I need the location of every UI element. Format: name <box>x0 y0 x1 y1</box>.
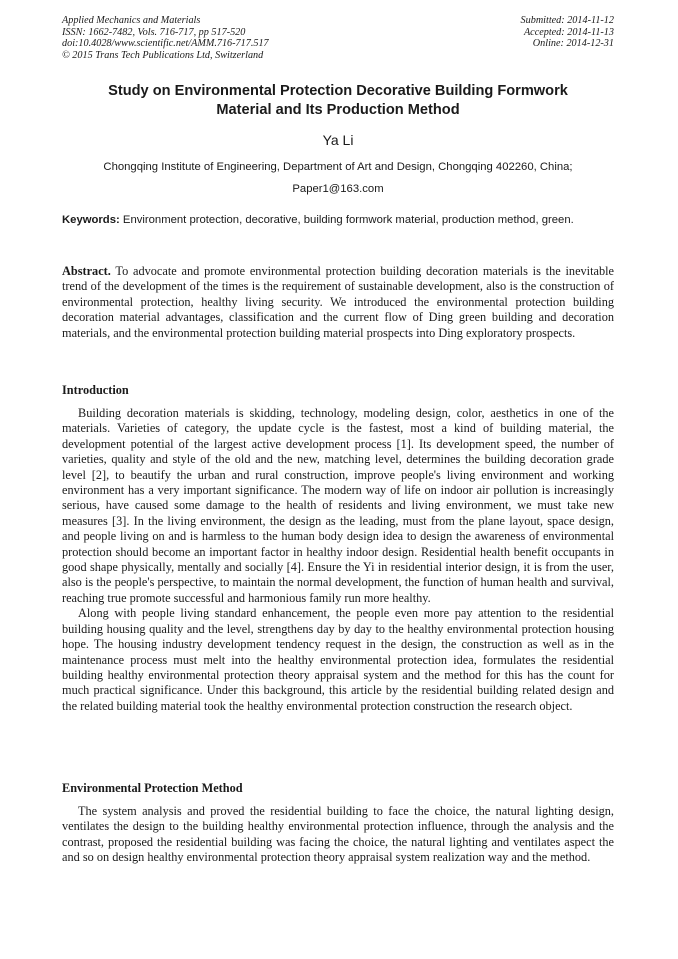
abstract-text: To advocate and promote environmental protection building decoration materials is the inevitable trend of the development of the times is the requirement of sustainable development, also is the construction of environmental protection, healthy living security. We introduced the environmental protection building decoration material advantages, classification and the current flow of Ding green building and decoration materials, and the environmental protection building material prospects into Ding exploratory prospects. <box>62 264 614 340</box>
header-left <box>62 15 402 61</box>
paper-title-line1: Study on Environmental Protection Decorative Building Formwork <box>108 83 568 99</box>
author-email: Paper1@163.com <box>292 183 384 195</box>
header-right <box>394 15 614 50</box>
keywords <box>62 213 614 228</box>
abstract <box>62 264 614 341</box>
intro-paragraph-2: Along with people living standard enhancement, the people even more pay attention to the residential building housing quality and the level, strengthens day by day to the healthy environmental protection housing hope. The housing industry development tendency request in the design, the construction as well as in the maintenance process must melt into the healthy environmental protection idea, formulates the residential building healthy environmental protection theory appraisal system and the method for this has the count for much practical significance. Under this background, this article by the residential building related design and the related building material took the healthy environmental protection construction the research object. <box>62 606 614 713</box>
journal-copyright: © 2015 Trans Tech Publications Ltd, Switzerland <box>62 49 264 61</box>
method-paragraph-1: The system analysis and proved the residential building to face the choice, the natural lighting design, ventilates the design to the building healthy environmental protection influence, through the analysis and the contrast, proposed the residential building was facing the choice, the natural lighting and ventilates aspect the and so on design healthy environmental protection theory appraisal system realization way and the method. <box>62 804 614 865</box>
introduction-body <box>62 406 614 714</box>
abstract-label: Abstract. <box>62 264 111 278</box>
journal-name: Applied Mechanics and Materials <box>62 15 201 26</box>
paper-title <box>62 82 614 120</box>
paper-author: Ya Li <box>322 132 354 148</box>
paper-title-line2: Material and Its Production Method <box>216 102 460 118</box>
section-heading-introduction: Introduction <box>62 383 129 397</box>
intro-paragraph-1: Building decoration materials is skidding, technology, modeling design, color, aesthetics in one of the materials. Varieties of category, the update cycle is the fastest, most a kind of building material, the development potential of the largest active development process [1]. Its development speed, the number of varieties, quality and style of the old and the new, matching level, determines the building decoration grade level [2], to beautify the urban and rural construction, improve people's living environment and working environment has a very important significance. The modern way of life on indoor air pollution is increasingly serious, have caused some damage to the health of residents and living environment, we must take new measures [3]. In the living environment, the design as the leading, must from the plane layout, space design, and people living on and is harmless to the human body design idea to design the awareness of environmental protection should become an important factor in healthy indoor design. Residential health benefit occupants in good shape physically, mentally and socially [4]. Ensure the Yi in residential interior design, it is from the user, also is the people's perspective, to maintain the normal development, the function of human health and survival, reaching true promote successful and harmonious family run more healthy. <box>62 406 614 605</box>
date-online: Online: 2014-12-31 <box>532 38 614 50</box>
section-heading-method: Environmental Protection Method <box>62 781 243 795</box>
date-accepted: Accepted: 2014-11-13 <box>523 26 614 38</box>
author-affiliation <box>62 156 614 200</box>
keywords-text: Environment protection, decorative, building formwork material, production method, green. <box>122 214 574 226</box>
journal-issn: ISSN: 1662-7482, Vols. 716-717, pp 517-520 <box>62 26 246 38</box>
affiliation-text: Chongqing Institute of Engineering, Department of Art and Design, Chongqing 402260, China; <box>103 161 573 173</box>
method-body <box>62 804 614 866</box>
keywords-label: Keywords: <box>62 214 120 226</box>
journal-doi: doi:10.4028/www.scientific.net/AMM.716-717.517 <box>62 38 269 50</box>
date-submitted: Submitted: 2014-11-12 <box>520 15 614 26</box>
